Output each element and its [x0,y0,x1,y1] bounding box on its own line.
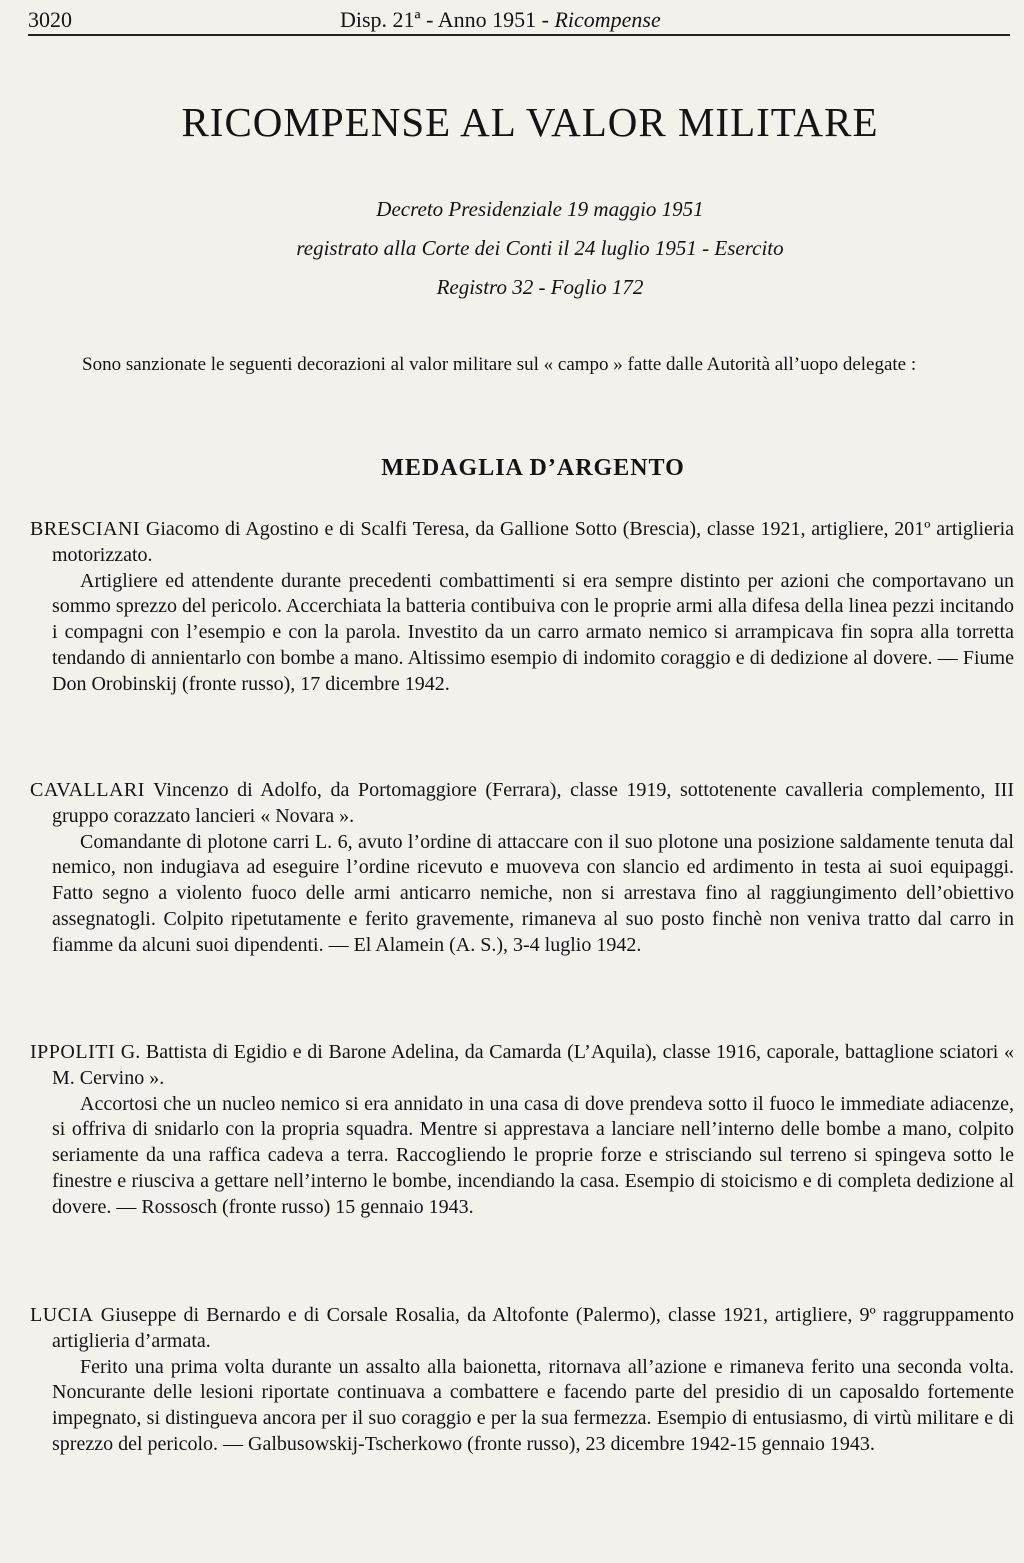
running-title [340,6,661,34]
decree-line-2: registrato alla Corte dei Conti il 24 luglio 1951 - Esercito [296,236,784,260]
entry-surname: LUCIA [30,1304,94,1326]
decree-block [0,190,1024,307]
citation-entry-bresciani [30,517,1014,698]
entry-details: Giuseppe di Bernardo e di Corsale Rosalia, da Altofonte (Palermo), classe 1921, artigliere, 9º raggruppamento artiglieria d’armata. [52,1304,1014,1352]
entry-details: Vincenzo di Adolfo, da Portomaggiore (Ferrara), classe 1919, sottotenente cavalleria complemento, III gruppo corazzato lancieri « Novara ». [52,779,1015,827]
entry-heading [30,1303,1014,1355]
entry-surname: CAVALLARI [30,779,145,801]
entry-citation: Ferito una prima volta durante un assalto alla baionetta, ritornava all’azione e rimaneva ferito una seconda volta. Noncurante delle lesioni riportate continuava a combattere e facendo parte del presidio di un caposaldo fortemente impegnato, si distingueva ancora per il suo coraggio e per la sua fermezza. Esempio di entusiasmo, di virtù militare e di sprezzo del pericolo. — Galbusowskij-Tscherkowo (fronte russo), 23 dicembre 1942-15 gennaio 1943. [52,1355,1014,1455]
citation-entry-lucia [30,1303,1014,1458]
entry-surname: BRESCIANI [30,518,141,540]
citation-entry-cavallari [30,778,1014,959]
section-title: MEDAGLIA D’ARGENTO [381,455,685,481]
citation-entry-ippoliti [30,1040,1014,1221]
entry-details: Giacomo di Agostino e di Scalfi Teresa, da Gallione Sotto (Brescia), classe 1921, artigliere, 201º artiglieria motorizzato. [52,518,1015,566]
entry-heading [30,1040,1014,1092]
entry-heading [30,778,1014,830]
intro-paragraph [38,352,1013,378]
entry-details: G. Battista di Egidio e di Barone Adelina, da Camarda (L’Aquila), classe 1916, caporale, battaglione sciatori « M. Cervino ». [52,1041,1015,1089]
entry-citation: Comandante di plotone carri L. 6, avuto l’ordine di attaccare con il suo plotone una posizione saldamente tenuta dal nemico, non indugiava ad eseguire l’ordine ricevuto e muoveva con slancio ed ardimento in testa ai suoi equipaggi. Fatto segno a violento fuoco delle armi anticarro nemiche, non si arrestava fino al raggiungimento dell’obiettivo assegnatogli. Colpito ripetutamente e ferito gravemente, rimaneva al suo posto finchè non veniva tratto dal carro in fiamme da alcuni suoi dipendenti. — El Alamein (A. S.), 3-4 luglio 1942. [52,830,1014,956]
decree-line-3: Registro 32 - Foglio 172 [436,275,644,299]
decree-line-1: Decreto Presidenziale 19 maggio 1951 [376,197,704,221]
entry-citation: Artigliere ed attendente durante precedenti combattimenti si era sempre distinto per azioni che comportavano un sommo sprezzo del pericolo. Accerchiata la batteria contibuiva con le proprie armi alla difesa della linea pezzi incitando i compagni con l’esempio e con la parola. Investito da un carro armato nemico si arrampicava fin sopra alla torretta tendando di annientarlo con bombe a mano. Altissimo esempio di indomito coraggio e di dedizione al dovere. — Fiume Don Orobinskij (fronte russo), 17 dicembre 1942. [52,569,1014,695]
page-number: 3020 [28,7,72,32]
intro-text: Sono sanzionate le seguenti decorazioni al valor militare sul « campo » fatte dalle Autorità all’uopo delegate : [82,354,917,375]
entry-surname: IPPOLITI [30,1041,116,1063]
entry-heading [30,517,1014,569]
running-title-text: Disp. 21ª - Anno 1951 - [340,7,555,32]
page-title: RICOMPENSE AL VALOR MILITARE [181,99,879,145]
entry-citation: Accortosi che un nucleo nemico si era annidato in una casa di dove prendeva sotto il fuoco le immediate adiacenze, si offriva di snidarlo con la propria squadra. Mentre si apprestava a lanciare nell’interno delle bombe a mano, colpito seriamente da una raffica cadeva a terra. Raccogliendo le proprie forze e strisciando sul terreno si spingeva sotto le finestre e riusciva a gettare nell’interno le bombe, incendiando la casa. Esempio di stoicismo e di completa dedizione al dovere. — Rossosch (fronte russo) 15 gennaio 1943. [52,1092,1014,1218]
page-header [28,6,1010,36]
running-title-italic: Ricompense [554,7,661,32]
